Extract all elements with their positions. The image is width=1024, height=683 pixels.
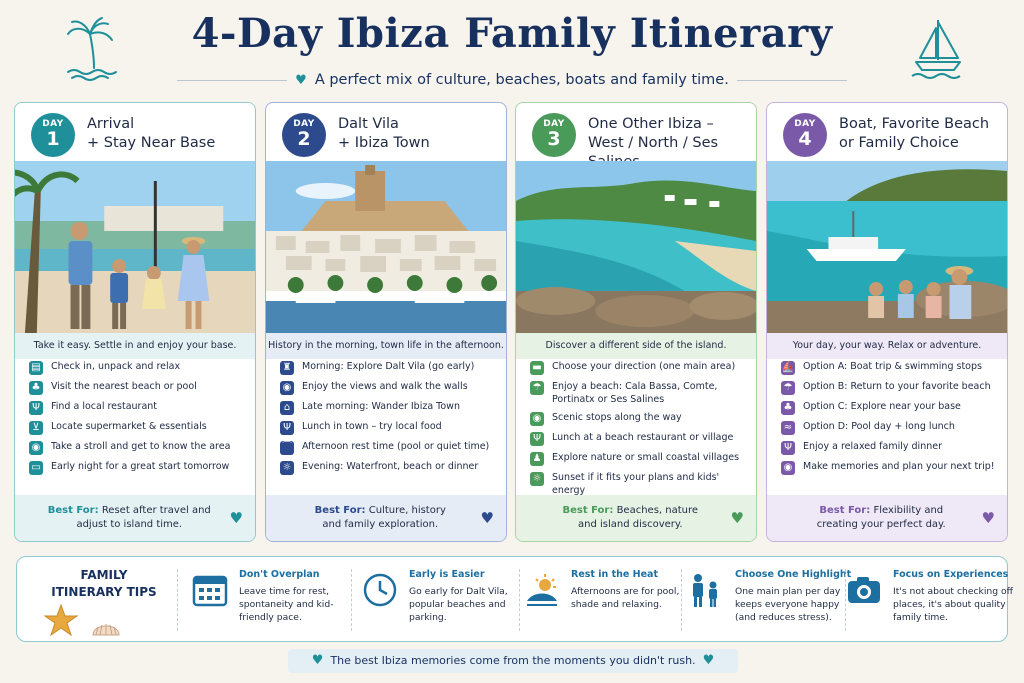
page-subtitle: A perfect mix of culture, beaches, boats and family time. [314, 72, 729, 88]
pool-icon: ≈ [781, 421, 795, 435]
day-badge-label: DAY [543, 119, 565, 129]
best-for-line1: Culture, history [368, 505, 446, 516]
list-item [29, 361, 247, 375]
day-badge [783, 113, 827, 157]
tip-heading: Focus on Experiences [893, 569, 1009, 580]
tips-title-line1: FAMILY [80, 568, 128, 582]
tip-item [361, 569, 531, 633]
best-for-line2: and family exploration. [322, 519, 439, 530]
tips-panel [16, 556, 1013, 642]
cart-icon: ⊻ [29, 421, 43, 435]
clock-icon [361, 571, 399, 609]
day-badge [532, 113, 576, 157]
seashell-icon [91, 615, 121, 639]
list-item-text: Enjoy the views and walk the walls [302, 381, 468, 392]
best-for-label: Best For: [562, 505, 614, 516]
day-card-header [516, 103, 756, 161]
day-card-header [266, 103, 506, 161]
best-for-box [266, 495, 506, 541]
day-photo [516, 161, 756, 333]
list-item [781, 461, 999, 475]
day-title-line1: Dalt Vila [338, 116, 399, 132]
best-for-box [516, 495, 756, 541]
footer-banner [288, 649, 738, 673]
footer-text: The best Ibiza memories come from the moments you didn't rush. [330, 654, 696, 667]
heart-icon: ♥ [730, 509, 744, 527]
day-title-line2: + Stay Near Base [87, 135, 216, 151]
tip-body: One main plan per day keeps everyone happy (and reduces stress). [735, 586, 841, 623]
camera-icon: ◉ [280, 381, 294, 395]
best-for-label: Best For: [314, 505, 366, 516]
heart-icon: ♥ [702, 653, 715, 668]
lounger-icon: ⌒ [280, 441, 294, 455]
sunset-icon: ☼ [280, 461, 294, 475]
list-item [29, 441, 247, 455]
list-item [530, 412, 748, 426]
heart-icon: ♥ [295, 72, 307, 88]
palm-icon: ♣ [781, 401, 795, 415]
family-icon [687, 571, 725, 609]
starfish-icon [43, 603, 79, 637]
luggage-icon: ▤ [29, 361, 43, 375]
tips-title-line2: ITINERARY TIPS [51, 585, 157, 599]
best-for-line1: Flexibility and [873, 505, 944, 516]
list-item-text: Morning: Explore Dalt Vila (go early) [302, 361, 475, 372]
day-badge-label: DAY [293, 119, 315, 129]
list-item-text: Check in, unpack and relax [51, 361, 181, 372]
best-for-box [15, 495, 255, 541]
day-item-list [781, 361, 999, 481]
day-title [87, 115, 249, 153]
list-item-text: Find a local restaurant [51, 401, 158, 412]
list-item-text: Explore nature or small coastal villages [552, 452, 740, 463]
day-title-line1: One Other Ibiza – [588, 116, 714, 132]
day-title-line2: or Family Choice [839, 135, 959, 151]
sunset-icon: ☼ [530, 472, 544, 486]
car-icon: ▬ [530, 361, 544, 375]
list-item [781, 421, 999, 435]
best-for-line2: and island discovery. [577, 519, 683, 530]
bed-icon: ▭ [29, 461, 43, 475]
list-item [530, 381, 748, 406]
heart-icon: ♥ [229, 509, 243, 527]
list-item [280, 381, 498, 395]
day-badge-number: 4 [798, 128, 812, 150]
calendar-icon [191, 571, 229, 609]
day-title-line1: Arrival [87, 116, 135, 132]
day-card-4 [766, 102, 1008, 542]
best-for-text [536, 504, 725, 532]
best-for-line2: creating your perfect day. [816, 519, 946, 530]
list-item [781, 401, 999, 415]
tip-item [191, 569, 361, 633]
day-badge-number: 1 [46, 128, 60, 150]
day-photo [767, 161, 1007, 333]
heart-icon: ♥ [981, 509, 995, 527]
list-item [29, 381, 247, 395]
list-item-text: Lunch at a beach restaurant or village [552, 432, 734, 443]
day-photo [15, 161, 255, 333]
list-item [29, 401, 247, 415]
list-item-text: Afternoon rest time (pool or quiet time) [302, 441, 490, 452]
day-badge-label: DAY [794, 119, 816, 129]
list-item-text: Evening: Waterfront, beach or dinner [302, 461, 479, 472]
day-tagline: Your day, your way. Relax or adventure. [767, 333, 1007, 359]
tip-body: It's not about checking off places, it's about quality family time. [893, 586, 1013, 623]
best-for-line1: Beaches, nature [616, 505, 699, 516]
tip-heading: Choose One Highlight [735, 569, 852, 580]
day-title-line2: West / North / Ses [588, 135, 719, 151]
day-card-header [15, 103, 255, 161]
utensils-icon: Ψ [530, 432, 544, 446]
tip-heading: Rest in the Heat [571, 569, 658, 580]
castle-icon: ♜ [280, 361, 294, 375]
list-item-text: Option C: Explore near your base [803, 401, 961, 412]
tip-divider [681, 569, 682, 631]
camera-icon: ◉ [29, 441, 43, 455]
sun-umbrella-icon [523, 571, 561, 609]
best-for-line2: adjust to island time. [76, 519, 183, 530]
list-item-text: Option D: Pool day + long lunch [803, 421, 955, 432]
camera-icon: ◉ [781, 461, 795, 475]
best-for-label: Best For: [47, 505, 99, 516]
list-item-text: Take a stroll and get to know the area [51, 441, 231, 452]
list-item-text: Enjoy a relaxed family dinner [803, 441, 942, 452]
day-badge [31, 113, 75, 157]
tip-item [523, 569, 693, 633]
list-item [29, 421, 247, 435]
tip-heading: Don't Overplan [239, 569, 320, 580]
page-header [0, 0, 1024, 100]
list-item-text: Choose your direction (one main area) [552, 361, 736, 372]
day-item-list [280, 361, 498, 481]
heart-icon: ♥ [480, 509, 494, 527]
list-item-text: Option A: Boat trip & swimming stops [803, 361, 982, 372]
palm-icon: ♣ [29, 381, 43, 395]
subtitle-row [0, 72, 1024, 88]
day-tagline: Take it easy. Settle in and enjoy your base. [15, 333, 255, 359]
utensils-icon: Ψ [29, 401, 43, 415]
utensils-icon: Ψ [781, 441, 795, 455]
day-badge-number: 2 [297, 128, 311, 150]
utensils-icon: Ψ [280, 421, 294, 435]
day-item-list [530, 361, 748, 503]
list-item-text: Make memories and plan your next trip! [803, 461, 995, 472]
heart-icon: ♥ [311, 653, 324, 668]
day-card-3 [515, 102, 757, 542]
list-item-text: Visit the nearest beach or pool [51, 381, 197, 392]
best-for-text [35, 504, 224, 532]
day-photo [266, 161, 506, 333]
list-item-text: Scenic stops along the way [552, 412, 682, 423]
subtitle-rule-right [737, 80, 847, 81]
best-for-text [787, 504, 976, 532]
day-tagline: History in the morning, town life in the afternoon. [266, 333, 506, 359]
list-item [530, 472, 748, 497]
tip-divider [177, 569, 178, 631]
umbrella-icon: ☂ [781, 381, 795, 395]
best-for-line1: Reset after travel and [101, 505, 211, 516]
list-item [280, 361, 498, 375]
boat-icon: ⛵ [781, 361, 795, 375]
day-title-line2: + Ibiza Town [338, 135, 430, 151]
tip-item [845, 569, 1015, 633]
list-item [280, 461, 498, 475]
list-item [530, 452, 748, 466]
list-item-text: Locate supermarket & essentials [51, 421, 207, 432]
tip-body: Afternoons are for pool, shade and relaxing. [571, 586, 680, 610]
best-for-text [286, 504, 475, 532]
list-item [530, 432, 748, 446]
umbrella-icon: ☂ [530, 381, 544, 395]
shop-icon: ⌂ [280, 401, 294, 415]
day-card-1 [14, 102, 256, 542]
subtitle-rule-left [177, 80, 287, 81]
camera-icon: ◉ [530, 412, 544, 426]
day-tagline: Discover a different side of the island. [516, 333, 756, 359]
list-item [530, 361, 748, 375]
list-item-text: Option B: Return to your favorite beach [803, 381, 991, 392]
list-item-text: Sunset if it fits your plans and kids' energy [552, 472, 720, 496]
list-item [280, 401, 498, 415]
tip-divider [519, 569, 520, 631]
day-card-header [767, 103, 1007, 161]
best-for-box [767, 495, 1007, 541]
day-badge [282, 113, 326, 157]
list-item-text-line2: Portinatx or Ses Salines [552, 393, 665, 405]
day-title-line1: Boat, Favorite Beach [839, 116, 990, 132]
day-badge-number: 3 [547, 128, 561, 150]
list-item [781, 441, 999, 455]
list-item [781, 381, 999, 395]
camera-icon [845, 571, 883, 609]
day-card-2 [265, 102, 507, 542]
best-for-label: Best For: [819, 505, 871, 516]
tip-divider [351, 569, 352, 631]
day-item-list [29, 361, 247, 481]
list-item [280, 421, 498, 435]
day-title [338, 115, 500, 153]
list-item-text: Lunch in town – try local food [302, 421, 442, 432]
day-title [839, 115, 1001, 153]
tip-heading: Early is Easier [409, 569, 485, 580]
list-item [29, 461, 247, 475]
page-title: 4-Day Ibiza Family Itinerary [191, 10, 833, 57]
day-badge-label: DAY [42, 119, 64, 129]
tips-title [39, 567, 169, 601]
list-item [781, 361, 999, 375]
tip-body: Leave time for rest, spontaneity and kid-friendly pace. [239, 586, 334, 623]
tip-body: Go early for Dalt Vila, popular beaches and parking. [409, 586, 508, 623]
hiker-icon: ♟ [530, 452, 544, 466]
list-item-text: Enjoy a beach: Cala Bassa, Comte, [552, 381, 718, 392]
list-item-text: Late morning: Wander Ibiza Town [302, 401, 460, 412]
tip-item [687, 569, 857, 633]
list-item-text: Early night for a great start tomorrow [51, 461, 230, 472]
sailboat-icon [908, 16, 968, 82]
list-item [280, 441, 498, 455]
